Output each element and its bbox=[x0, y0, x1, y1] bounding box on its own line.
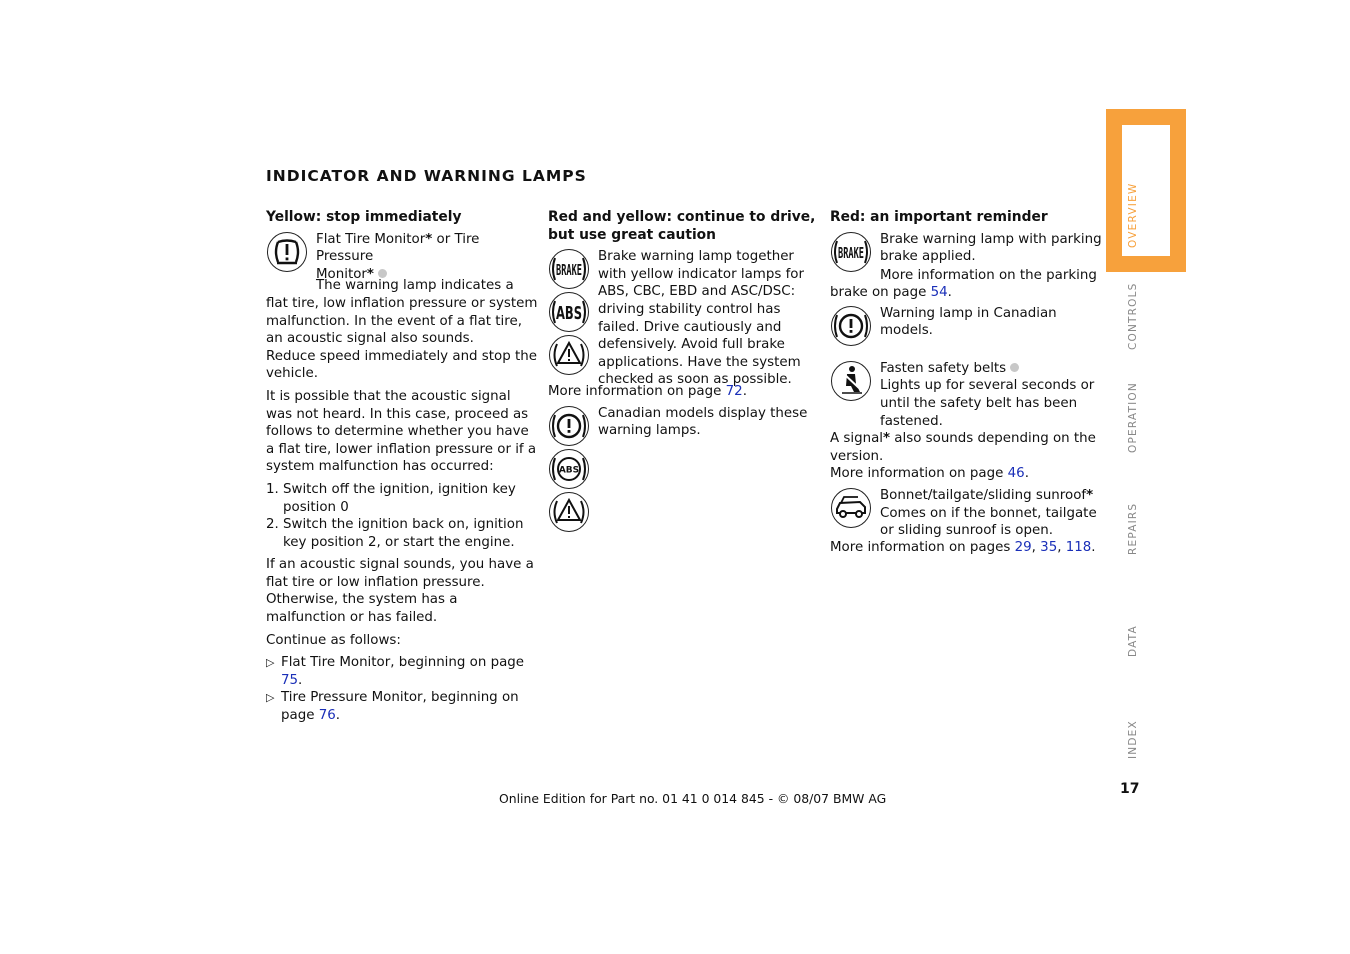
canadian-warning-text: Warning lamp in Canadian models. bbox=[880, 305, 1057, 339]
page-link-35[interactable]: 35 bbox=[1040, 539, 1058, 555]
reduce-speed-text: Reduce speed immediately and stop the vehicle. bbox=[266, 348, 537, 382]
bonnet-title: Bonnet/tailgate/sliding sunroof* bbox=[880, 487, 1094, 503]
canadian-stability-icon bbox=[548, 491, 590, 533]
bonnet-more: More information on pages 29, 35, 118. bbox=[830, 539, 1096, 555]
page-link-54[interactable]: 54 bbox=[930, 285, 948, 301]
page-link-118[interactable]: 118 bbox=[1065, 539, 1092, 555]
tab-repairs[interactable]: REPAIRS bbox=[1127, 502, 1139, 555]
column-red-yellow bbox=[548, 209, 818, 534]
heading-red-yellow: Red and yellow: continue to drive, but use great caution bbox=[548, 209, 816, 243]
signal-text: A signal* also sounds depending on the version. bbox=[830, 431, 1096, 464]
parking-brake-text: Brake warning lamp with parking brake applied. bbox=[880, 231, 1102, 265]
open-car-icon bbox=[830, 487, 872, 529]
belt-more-46: More information on page 46. bbox=[830, 466, 1029, 482]
more-info-72: More information on page 72. bbox=[548, 383, 747, 399]
svg-text:ABS: ABS bbox=[558, 465, 580, 476]
option-dot-icon bbox=[1010, 363, 1019, 372]
page-link-72[interactable]: 72 bbox=[725, 383, 743, 399]
heading-yellow: Yellow: stop immediately bbox=[266, 209, 462, 225]
canadian-warning-icon bbox=[830, 305, 872, 347]
steps-list bbox=[266, 481, 538, 551]
svg-text:BRAKE: BRAKE bbox=[838, 243, 864, 262]
list-item: ▷ Flat Tire Monitor, beginning on page 75. bbox=[281, 654, 538, 689]
bonnet-text: Comes on if the bonnet, tailgate or sliding sunroof is open. bbox=[880, 505, 1097, 539]
tab-data[interactable]: DATA bbox=[1127, 625, 1139, 657]
abs-warning-icon bbox=[548, 291, 590, 333]
list-item: 2. Switch the ignition back on, ignition key position 2, or start the engine. bbox=[283, 516, 538, 551]
tab-overview[interactable]: OVERVIEW bbox=[1127, 182, 1139, 248]
seatbelt-text: Lights up for several seconds or until the safety belt has been fastened. bbox=[880, 378, 1095, 429]
tab-operation[interactable]: OPERATION bbox=[1127, 382, 1139, 453]
column-red bbox=[830, 209, 1102, 556]
footer-text: Online Edition for Part no. 01 41 0 014 845 - © 08/07 BMW AG bbox=[499, 791, 887, 806]
svg-text:BRAKE: BRAKE bbox=[556, 261, 582, 280]
canadian-abs-icon bbox=[548, 448, 590, 490]
list-item: 1. Switch off the ignition, ignition key position 0 bbox=[283, 481, 538, 516]
possible-text: It is possible that the acoustic signal was not heard. In this case, proceed as follows to determine whether you have a flat tire, lower inflation pressure or if a system malfunction has occurred: bbox=[266, 388, 537, 475]
brake-more-54: More information on the parking brake on page 54. bbox=[830, 267, 1097, 301]
if-signal-text: If an acoustic signal sounds, you have a flat tire or low inflation pressure. Otherwise, the system has a malfunction or has failed. bbox=[266, 557, 534, 626]
page-link-76[interactable]: 76 bbox=[318, 708, 336, 724]
tab-index[interactable]: INDEX bbox=[1127, 720, 1139, 759]
seatbelt-title: Fasten safety belts bbox=[880, 360, 1102, 378]
stability-warning-icon bbox=[548, 334, 590, 376]
page-link-29[interactable]: 29 bbox=[1014, 539, 1032, 555]
tire-lamp-text: The warning lamp indicates a flat tire, low inflation pressure or system malfunction. In the event of a flat tire, an acoustic signal also sounds. bbox=[266, 278, 538, 347]
canadian-text: Canadian models display these warning lamps. bbox=[598, 405, 808, 439]
svg-text:ABS: ABS bbox=[556, 303, 582, 325]
tire-pressure-warning-icon bbox=[266, 231, 308, 273]
seatbelt-icon bbox=[830, 360, 872, 402]
brake-warning-icon bbox=[548, 248, 590, 290]
page-link-75[interactable]: 75 bbox=[281, 672, 299, 688]
refs-list bbox=[266, 654, 538, 724]
column-yellow bbox=[266, 209, 538, 725]
list-item: ▷ Tire Pressure Monitor, beginning on page 76. bbox=[281, 689, 538, 724]
canadian-brake-icon bbox=[548, 405, 590, 447]
page-number: 17 bbox=[1120, 781, 1140, 797]
continue-text: Continue as follows: bbox=[266, 632, 401, 648]
tire-monitor-title: Flat Tire Monitor* or Tire Pressure Monitor* bbox=[316, 231, 480, 282]
page-title: INDICATOR AND WARNING LAMPS bbox=[266, 167, 587, 185]
tab-controls[interactable]: CONTROLS bbox=[1127, 282, 1139, 350]
parking-brake-icon bbox=[830, 231, 872, 273]
brake-abs-text: Brake warning lamp together with yellow indicator lamps for ABS, CBC, EBD and ASC/DSC: driving stability control has failed. Drive cautiously and defensively. Avoid full brake applications. Have the system checked as soon as possible. bbox=[598, 249, 804, 388]
heading-red: Red: an important reminder bbox=[830, 209, 1048, 225]
page-link-46[interactable]: 46 bbox=[1007, 466, 1025, 482]
